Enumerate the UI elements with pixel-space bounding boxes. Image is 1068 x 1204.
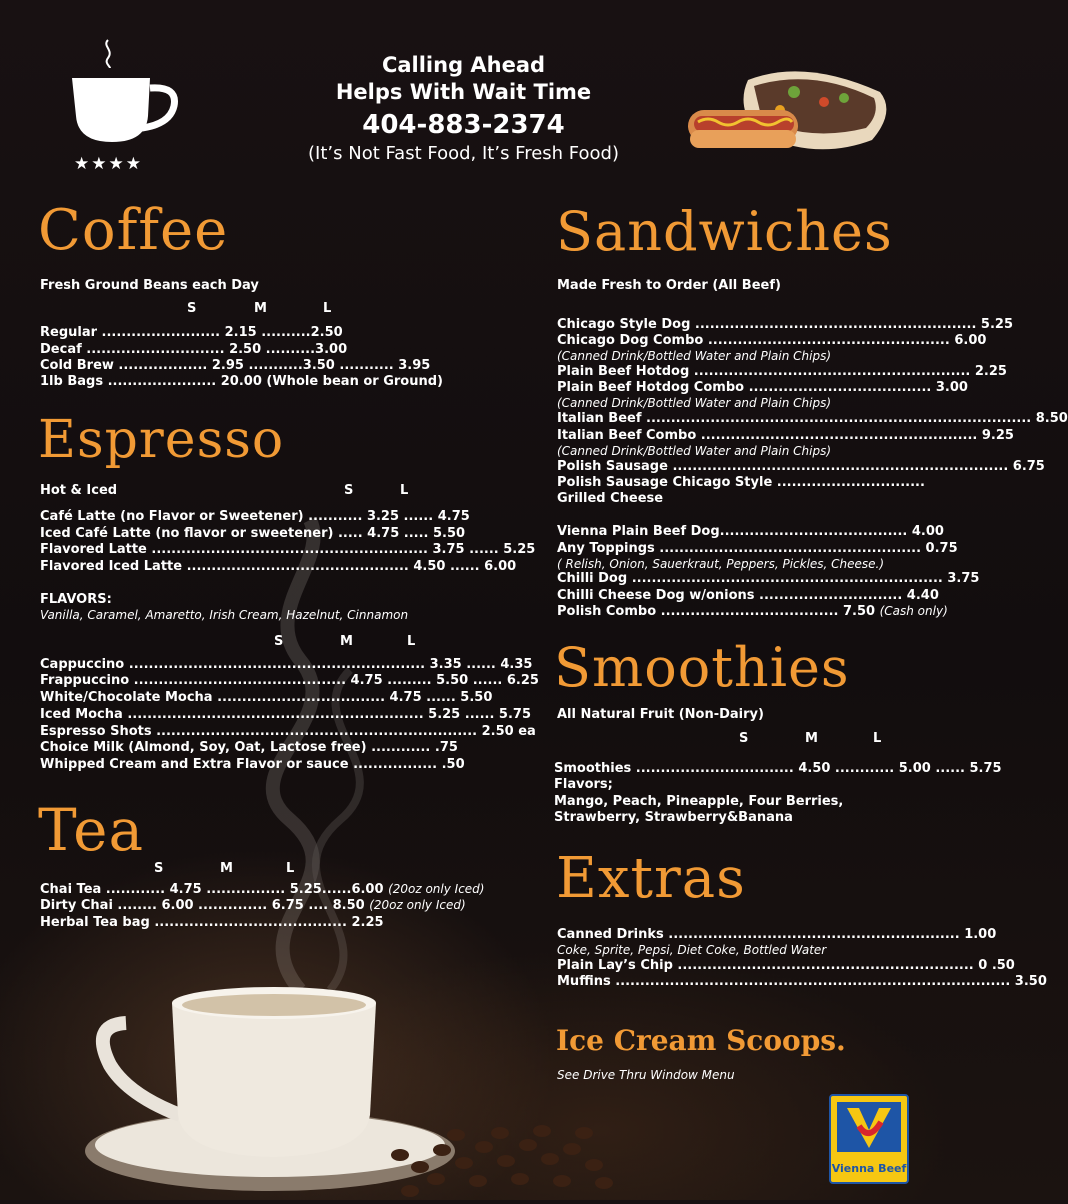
tea-item-chai-note: (20oz only Iced)	[388, 882, 485, 896]
sandwich-item-note: (Cash only)	[879, 604, 948, 618]
vienna-beef-logo	[829, 1094, 909, 1184]
espresso2-size-m: M	[340, 634, 353, 649]
sandwich-item-polish-combo	[557, 604, 948, 620]
espresso-item-cappuccino: Cappuccino ............................................................ 3.35 ...... 4.35	[40, 657, 533, 672]
header-line-1: Calling Ahead	[381, 53, 546, 77]
sandwich-item: Chilli Cheese Dog w/onions ............................. 4.40	[557, 588, 939, 603]
smoothies-flavors-1: Mango, Peach, Pineapple, Four Berries,	[554, 794, 844, 809]
coffee-size-m: M	[254, 301, 267, 316]
espresso-title: Espresso	[38, 410, 285, 470]
sandwich-item-note: (Canned Drink/Bottled Water and Plain Chips)	[557, 396, 832, 410]
sandwich-item: Polish Sausage Chicago Style ..............................	[557, 475, 925, 490]
sandwich-item-text: Polish Combo .................................... 7.50	[557, 604, 876, 619]
extras-item-muffins: Muffins ................................................................................ 3.50	[557, 974, 1047, 989]
espresso2-size-s: S	[274, 634, 284, 649]
vienna-beef-logo-text: Vienna Beef	[831, 1162, 907, 1175]
espresso-size-l: L	[400, 483, 409, 498]
tea-size-s: S	[154, 861, 164, 876]
sandwiches-subtitle: Made Fresh to Order (All Beef)	[557, 278, 781, 293]
tea-item-chai	[40, 882, 484, 898]
coffee-item-regular: Regular ........................ 2.15 ..........2.50	[40, 325, 343, 340]
tea-item-dirty-chai-note: (20oz only Iced)	[369, 898, 466, 912]
smoothies-subtitle: All Natural Fruit (Non-Dairy)	[557, 707, 764, 722]
smoothies-item: Smoothies ................................ 4.50 ............ 5.00 ...... 5.75	[554, 761, 1002, 776]
tea-item-dirty-chai-text: Dirty Chai ........ 6.00 .............. 6.75 .... 8.50	[40, 898, 365, 913]
ice-cream-note: See Drive Thru Window Menu	[557, 1068, 735, 1082]
smoothies-size-m: M	[805, 731, 818, 746]
coffee-item-decaf: Decaf ............................ 2.50 ..........3.00	[40, 342, 348, 357]
espresso-item-flavored-iced-latte: Flavored Iced Latte ............................................. 4.50 ...... 6.00	[40, 559, 517, 574]
header-line-2: Helps With Wait Time	[335, 80, 592, 104]
sandwich-item: Chicago Dog Combo ................................................. 6.00	[557, 333, 987, 348]
tea-size-m: M	[220, 861, 233, 876]
ice-cream-title: Ice Cream Scoops.	[556, 1024, 846, 1057]
espresso-item-cafe-latte: Café Latte (no Flavor or Sweetener) ........... 3.25 ...... 4.75	[40, 509, 470, 524]
sandwich-item: Italian Beef .............................................................................. 8.50	[557, 411, 1068, 426]
sandwich-item-note: (Canned Drink/Bottled Water and Plain Chips)	[557, 444, 832, 458]
sandwich-item: Grilled Cheese	[557, 491, 664, 506]
espresso-subtitle: Hot & Iced	[40, 483, 118, 498]
espresso-item-iced-mocha: Iced Mocha ............................................................ 5.25 ...... 5.75	[40, 707, 531, 722]
smoothies-flavors-2: Strawberry, Strawberry&Banana	[554, 810, 793, 825]
sandwich-item: Polish Sausage .................................................................... 6.75	[557, 459, 1045, 474]
smoothies-title: Smoothies	[554, 636, 850, 699]
tea-item-herbal: Herbal Tea bag ....................................... 2.25	[40, 915, 384, 930]
smoothies-size-s: S	[739, 731, 749, 746]
sandwiches-title: Sandwiches	[556, 200, 893, 263]
sandwich-item: Chilli Dog ............................................................... 3.75	[557, 571, 980, 586]
phone-number: 404-883-2374	[362, 110, 565, 140]
sandwich-item-note: ( Relish, Onion, Sauerkraut, Peppers, Pickles, Cheese.)	[557, 557, 885, 571]
extras-title: Extras	[556, 846, 746, 911]
flavors-list: Vanilla, Caramel, Amaretto, Irish Cream, Hazelnut, Cinnamon	[40, 608, 409, 622]
espresso-size-s: S	[344, 483, 354, 498]
coffee-item-bags: 1lb Bags ...................... 20.00 (Whole bean or Ground)	[40, 374, 443, 389]
sandwich-item: Vienna Plain Beef Dog...................................... 4.00	[557, 524, 944, 539]
espresso-item-whipped-cream: Whipped Cream and Extra Flavor or sauce ................. .50	[40, 757, 465, 772]
sandwich-item: Any Toppings ..................................................... 0.75	[557, 541, 958, 556]
sandwich-item: Italian Beef Combo ........................................................ 9.25	[557, 428, 1014, 443]
stars: ★★★★	[74, 154, 143, 174]
espresso-item-choice-milk: Choice Milk (Almond, Soy, Oat, Lactose free) ............ .75	[40, 740, 458, 755]
espresso-item-flavored-latte: Flavored Latte ........................................................ 3.75 ...... 5.25	[40, 542, 536, 557]
tea-size-l: L	[286, 861, 295, 876]
smoothies-flavors-label: Flavors;	[554, 777, 613, 792]
tea-title: Tea	[38, 796, 145, 864]
hotdog-sandwich-image	[684, 58, 896, 168]
sandwich-item: Plain Beef Hotdog Combo ..................................... 3.00	[557, 380, 968, 395]
espresso2-size-l: L	[407, 634, 416, 649]
coffee-item-cold-brew: Cold Brew .................. 2.95 ...........3.50 ........... 3.95	[40, 358, 431, 373]
coffee-title: Coffee	[38, 198, 229, 263]
coffee-size-s: S	[187, 301, 197, 316]
coffee-cup-photo	[80, 965, 640, 1200]
coffee-size-l: L	[323, 301, 332, 316]
espresso-item-white-chocolate-mocha: White/Chocolate Mocha .................................. 4.75 ...... 5.50	[40, 690, 493, 705]
extras-item-note: Coke, Sprite, Pepsi, Diet Coke, Bottled Water	[557, 943, 827, 957]
sandwich-item-note: (Canned Drink/Bottled Water and Plain Chips)	[557, 349, 832, 363]
smoothies-size-l: L	[873, 731, 882, 746]
sandwich-item: Plain Beef Hotdog ........................................................ 2.25	[557, 364, 1007, 379]
tea-item-chai-text: Chai Tea ............ 4.75 ................ 5.25......6.00	[40, 882, 384, 897]
coffee-subtitle: Fresh Ground Beans each Day	[40, 278, 259, 293]
sandwich-item: Chicago Style Dog ......................................................... 5.25	[557, 317, 1013, 332]
espresso-item-shots: Espresso Shots ................................................................. 2.50 ea	[40, 724, 536, 739]
espresso-item-iced-cafe-latte: Iced Café Latte (no flavor or sweetener) ..... 4.75 ..... 5.50	[40, 526, 466, 541]
extras-item-canned-drinks: Canned Drinks ........................................................... 1.00	[557, 927, 997, 942]
flavors-label: FLAVORS:	[40, 592, 112, 607]
extras-item-chips: Plain Lay’s Chip ............................................................ 0 .50	[557, 958, 1015, 973]
tagline: (It’s Not Fast Food, It’s Fresh Food)	[308, 143, 619, 164]
espresso-item-frappuccino: Frappuccino ........................................... 4.75 ......... 5.50 ...... 6.25	[40, 673, 539, 688]
tea-item-dirty-chai	[40, 898, 466, 914]
